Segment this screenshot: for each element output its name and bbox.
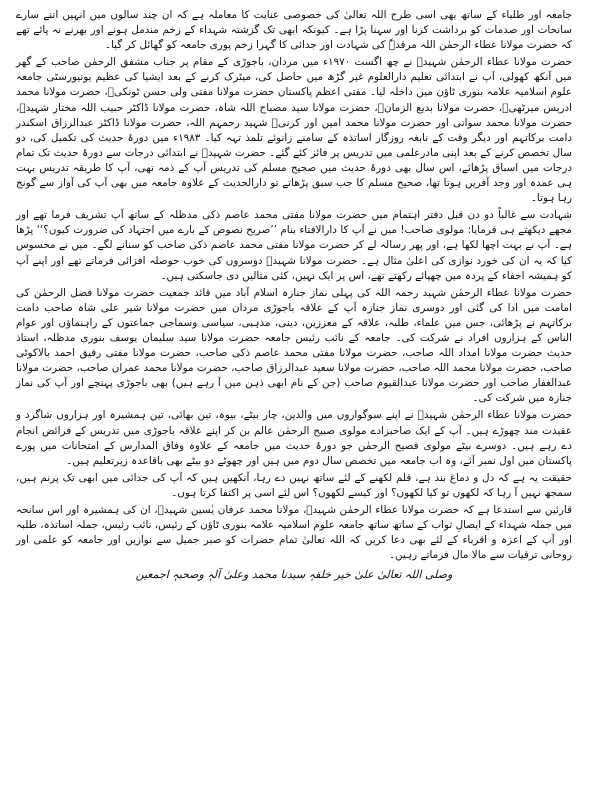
paragraph-biography: حضرت مولانا عطاء الرحمٰن شہیدؒ نے چھ اگست ۱۹۷۰ء میں مردان، باجوڑی کے مقام پر جناب مشفق الرحمٰن صاحب کے گھر میں آنکھ کھولی، آپ نے ابتدائی تعلیم دارالعلوم غیر گڑھ میں حاصل کی، میٹرک کرنے کے بعد ایشیا کی عظیم یونیورسٹی جامعہ علوم اسلامیہ علامہ بنوری ٹاؤن میں داخلہ لیا۔ مفتی اعظم پاکستان حضرت مولانا مفتی ولی حسن ٹونکیؒ، حضرت مولانا محمد ادریس میرٹھیؒ، حضرت مولانا بدیع الزمانؒ، حضرت مولانا سید مصباح اللہ شاہ، حضرت مولانا ڈاکٹر حبیب اللہ مختار شہیدؒ، حضرت مولانا محمد سواتی اور حضرت مولانا محمد امین اور کرنیؒ شہید رحمہم اللہ، حضرت مولانا ڈاکٹر عبدالرزاق اسکندر دامت برکاتہم اور دیگر وقت کے نابغہ روزگار اساتذہ کے سامنے زانوئے تلمذ تہہ کیا۔ ۱۹۸۳ء میں دورۂ حدیث کی تکمیل کی، دو سال تخصص کرنے کے بعد اپنی مادرعلمی میں تدریس پر فائز کئے گئے۔ حضرت شہیدؒ نے ابتدائی درجات سے دورۂ حدیث تک تمام درجات میں اسباق پڑھائے، اس سال بھی دورۂ حدیث میں صحیح مسلم کی تدریس آپ کے ذمہ تھی، آپ کا طریقہ تدریس بہت ہی عمدہ اور وجد آفریں ہوتا تھا، صحیح مسلم کا جب سبق پڑھاتے تو دارالحدیث کے علاوہ جامعہ میں بھی آپ کی آواز سے گونج رہا ہوتا۔ xyxy=(16,56,573,205)
article-body xyxy=(16,8,572,563)
paragraph-memory: شہادت سے غالباً دو دن قبل دفتر اہتمام میں حضرت مولانا مفتی محمد عاصم ذکی مدظلہ کے ساتھ آپ تشریف فرما تھے اور مجھے دیکھتے ہی فرمایا: مولوی صاحب! میں نے آپ کا دارالافتاء بنام ’’صریح نصوص کے بارے میں اجتہاد کی ضرورت کیوں؟‘‘ پڑھا ہے۔ آپ نے بہت اچھا لکھا ہے، اور پھر رسالہ لے کر حضرت مولانا مفتی محمد عاصم ذکی صاحب کو سنانے لگے۔ میں نے محسوس کیا کہ یہ ان کی خورد نوازی کی اعلیٰ مثال ہے۔ حضرت مولانا شہیدؒ دوسروں کی خوب حوصلہ افزائی فرماتے تھے اور اپنے آپ کو ہمیشہ اخفاء کے پردہ میں چھپائے رکھتے تھے، اس پر ایک نہیں، کئی مثالیں دی جاسکتی ہیں۔ xyxy=(16,209,572,282)
paragraph-opening: جامعہ اور طلباء کے ساتھ بھی اسی طرح اللہ تعالیٰ کی خصوصی عنایت کا معاملہ ہے کہ ان چند سالوں میں انہیں اتنے سارے سانحات اور صدمات کو برداشت کرنا اور سہنا پڑا ہے۔ کیونکہ ابھی تک گزشتہ شہداء کے زخم مندمل ہونے اور بھرنے نہ پائے تھے کہ حضرت مولانا عطاء الرحمٰن اللہ مرقدہٗ کی شہادت اور جدائی کا گہرا زخم پوری جامعہ کو گھائل کر گیا۔ xyxy=(16,9,572,52)
closing-benediction: وصلی اللہ تعالیٰ علیٰ خیر خلقہٖ سیدنا محمد وعلیٰ آلہٖ وصحبہٖ اجمعین xyxy=(135,568,453,582)
paragraph-grief: حقیقت یہ ہے کہ دل و دماغ بند ہے، قلم لکھنے کے لئے ساتھ نہیں دے رہا، آنکھیں ہیں کہ آپ کی جدائی میں ابھی تک پرنم ہیں، سمجھ نہیں آ رہا کہ لکھوں تو کیا لکھوں؟ اور کیسے لکھوں؟ اس لئے اسی پر اکتفا کرتا ہوں۔ xyxy=(16,471,572,499)
paragraph-prayer-request: قارئین سے استدعا ہے کہ حضرت مولانا عطاء الرحمٰن شہیدؒ، مولانا محمد عرفان یٰسین شہیدؒ، ان کی ہمشیرہ اور اس سانحہ میں جملہ شہداء کے ایصالِ ثواب کے ساتھ ساتھ جامعہ علوم اسلامیہ علامہ بنوری ٹاؤن کے رئیس، نائب رئیس، جملہ اساتذہ، طلبہ اور آپ کے اعزہ و اقرباء کے لئے بھی دعا کریں کہ اللہ تعالیٰ تمام حضرات کو صبر جمیل سے نوازیں اور جامعہ کو علمی اور روحانی ترقیات سے مالا مال فرماتے رہیں۔ xyxy=(16,504,572,562)
paragraph-survivors: حضرت مولانا عطاء الرحمٰن شہیدؒ نے اپنے سوگواروں میں والدین، چار بیٹے، بیوہ، تین بھائی، تین ہمشیرہ اور ہزاروں شاگرد و عقیدت مند چھوڑے ہیں۔ آپ کے ایک صاحبزادے مولوی صبیح الرحمٰن عالم بن کر اپنے علاقہ باجوڑی میں تدریس کے فرائض انجام دے رہے ہیں۔ دوسرے بیٹے مولوی فصیح الرحمٰن جو دورۂ حدیث میں جامعہ کے علاوہ وفاق المدارس کے امتحانات میں پورے پاکستان میں اول نمبر آئے، وہ اب جامعہ میں تخصص سال دوم میں ہیں اور چھوٹے دو بیٹے بھی باقاعدہ زیرتعلیم ہیں۔ xyxy=(16,409,572,467)
paragraph-funeral: حضرت مولانا عطاء الرحمٰن شہید رحمہ اللہ کی پہلی نماز جنازہ اسلام آباد میں قائد جمعیت حضرت مولانا فضل الرحمٰن کی امامت میں ادا کی گئی اور دوسری نماز جنازہ آپ کے علاقہ باجوڑی مردان میں حضرت مولانا شیر علی شاہ صاحب دامت برکاتہم نے پڑھائی، جس میں علماء، طلبہ، علاقہ کے معززین، دینی، مذہبی، سیاسی وسماجی جماعتوں کے راہنماؤں اور عوام الناس کے ہزاروں افراد نے شرکت کی۔ جامعہ کے نائب رئیس جامعہ حضرت مولانا سید سلیمان یوسف بنوری مدظلہ، استاذ حدیث حضرت مولانا امداد اللہ صاحب، حضرت مولانا مفتی محمد عاصم ذکی صاحب، حضرت مولانا مفتی رفیق احمد بالاکوٹی صاحب، حضرت مولانا محمد اللہ صاحب، حضرت مولانا سعید عبدالرزاق صاحب، حضرت مولانا محمد عمران صاحب، حضرت مولانا عبدالغفار صاحب اور حضرت مولانا عبدالقیوم صاحب (جن کے نام ابھی ذہن میں آ رہے ہیں) بھی باجوڑی پہنچے اور آپ کی نماز جنازہ میں شرکت کی۔ xyxy=(16,286,572,405)
